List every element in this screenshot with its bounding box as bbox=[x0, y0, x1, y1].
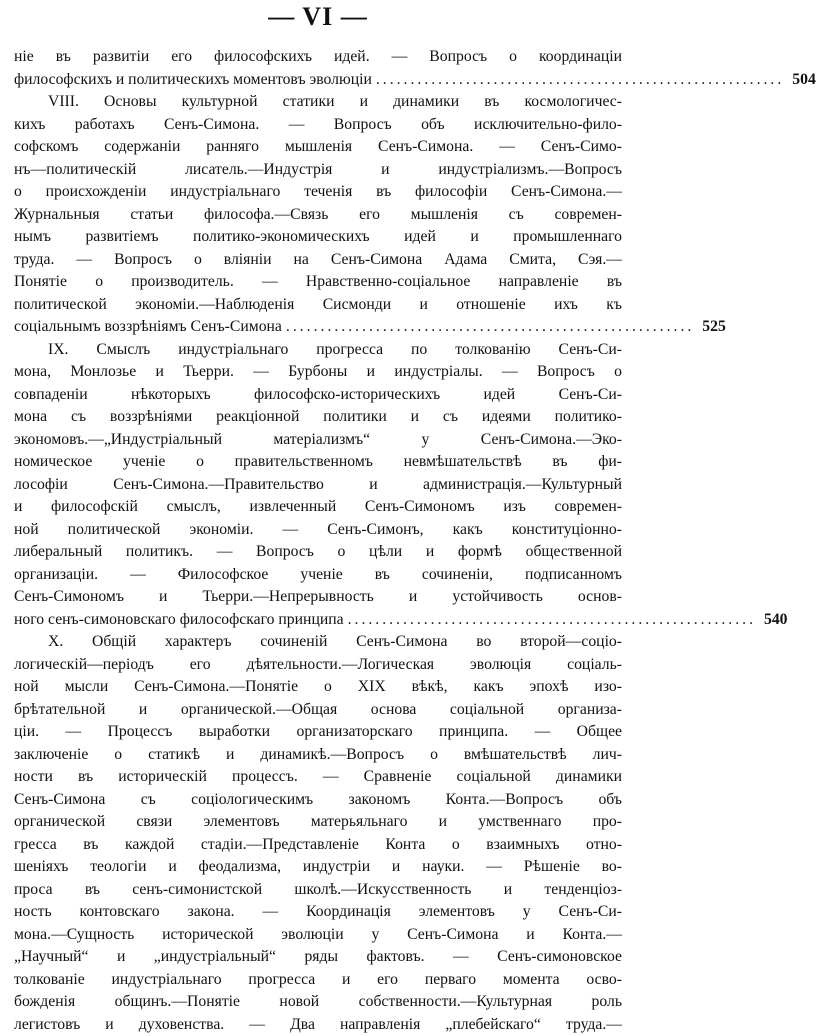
text-line: лософіи Сенъ-Симона.—Правительство и администрація.—Культурный bbox=[14, 474, 622, 497]
text-line: гресса въ каждой стадіи.—Представленіе Конта о взаимныхъ отно- bbox=[14, 834, 622, 857]
table-of-contents bbox=[14, 46, 622, 1036]
text-line: органической связи элементовъ матерьяльнаго и умственнаго про- bbox=[14, 811, 622, 834]
text-line: заключеніе о статикѣ и динамикѣ.—Вопросъ о вмѣшательствѣ лич- bbox=[14, 744, 622, 767]
text-line: шеніяхъ теологіи и феодализма, индустріи и науки. — Рѣшеніе во- bbox=[14, 856, 622, 879]
text-line: ціи. — Процессъ выработки организаторскаго принципа. — Общее bbox=[14, 721, 622, 744]
text-line: номическое ученіе о правительственномъ невмѣшательствѣ въ фи- bbox=[14, 451, 622, 474]
leader-dots: ........................................................... bbox=[376, 69, 784, 92]
text-line: „Научный“ и „индустріальный“ ряды фактовъ. — Сенъ-симоновское bbox=[14, 946, 622, 969]
page-reference: 525 bbox=[698, 316, 726, 339]
text-line: совпаденіи нѣкоторыхъ философско-историческихъ идей Сенъ-Си- bbox=[14, 384, 622, 407]
text-line: брѣтательной и органической.—Общая основа соціальной организа- bbox=[14, 699, 622, 722]
text-line: политической экономіи.—Наблюденія Сисмонди и отношеніе ихъ къ bbox=[14, 294, 622, 317]
text-line: Журнальныя статьи философа.—Связь его мышленія съ современ- bbox=[14, 204, 622, 227]
toc-entry-chapter-ix bbox=[14, 339, 622, 632]
text-line: соціальнымъ воззрѣніямъ Сенъ-Симона bbox=[14, 316, 282, 339]
text-line: философскихъ и политическихъ моментовъ эволюціи bbox=[14, 69, 372, 92]
text-line: труда. — Вопросъ о вліяніи на Сенъ-Симона Адама Смита, Сэя.— bbox=[14, 249, 622, 272]
text-line: мона съ воззрѣніями реакціонной политики и съ идеями политико- bbox=[14, 406, 622, 429]
toc-entry-continuation bbox=[14, 46, 622, 91]
leader-dots: ........................................................... bbox=[286, 316, 694, 339]
text-line: о происхожденіи индустріальнаго теченія въ философіи Сенъ-Симона.— bbox=[14, 181, 622, 204]
text-line: экономовъ.—„Индустріальный матеріализмъ“ у Сенъ-Симона.—Эко- bbox=[14, 429, 622, 452]
text-line: и философскій смыслъ, извлеченный Сенъ-Симономъ изъ современ- bbox=[14, 496, 622, 519]
text-line: либеральный политикъ. — Вопросъ о цѣли и формѣ общественной bbox=[14, 541, 622, 564]
text-line: ности въ историческій процессъ. — Сравненіе соціальной динамики bbox=[14, 766, 622, 789]
text-line: софскомъ содержаніи ранняго мышленія Сенъ-Симона. — Сенъ-Симо- bbox=[14, 136, 622, 159]
text-line: ного сенъ-симоновскаго философскаго принципа bbox=[14, 609, 344, 632]
text-line: организаціи. — Философское ученіе въ сочиненіи, подписанномъ bbox=[14, 564, 622, 587]
text-line: толкованіе индустріальнаго прогресса и его перваго момента осво- bbox=[14, 969, 622, 992]
text-line: ность контовскаго закона. — Координація элементовъ у Сенъ-Си- bbox=[14, 901, 622, 924]
text-line: кихъ работахъ Сенъ-Симона. — Вопросъ объ исключительно-фило- bbox=[14, 114, 622, 137]
text-line: нъ—политическій лисатель.—Индустрія и индустріализмъ.—Вопросъ bbox=[14, 159, 622, 182]
text-line-with-page bbox=[14, 609, 622, 632]
text-line: нымъ развитіемъ политико-экономическихъ идей и промышленнаго bbox=[14, 226, 622, 249]
toc-entry-chapter-viii bbox=[14, 91, 622, 339]
text-line: мона.—Сущность исторической эволюціи у Сенъ-Симона и Конта.— bbox=[14, 924, 622, 947]
text-line: Сенъ-Симона съ соціологическимъ закономъ Конта.—Вопросъ объ bbox=[14, 789, 622, 812]
text-line: ніе въ развитіи его философскихъ идей. — Вопросъ о координаціи bbox=[14, 46, 622, 69]
text-line: ной политической экономіи. — Сенъ-Симонъ, какъ конституціонно- bbox=[14, 519, 622, 542]
text-line: Сенъ-Симономъ и Тьерри.—Непрерывность и устойчивость основ- bbox=[14, 586, 622, 609]
text-line-with-page bbox=[14, 69, 622, 92]
chapter-heading-line: VIII. Основы культурной статики и динамики въ космологичес- bbox=[14, 91, 622, 114]
text-line-with-page bbox=[14, 316, 622, 339]
toc-entry-chapter-x bbox=[14, 631, 622, 1036]
text-line: мона, Монлозье и Тьерри. — Бурбоны и индустріалы. — Вопросъ о bbox=[14, 361, 622, 384]
page-reference: 504 bbox=[788, 69, 816, 92]
text-line: легистовъ и духовенства. — Два направленія „плебейскаго“ труда.— bbox=[14, 1014, 622, 1036]
text-line: божденія общинъ.—Понятіе новой собственности.—Культурная роль bbox=[14, 991, 622, 1014]
leader-dots: ........................................................... bbox=[348, 609, 756, 632]
text-line: Понятіе о производитель. — Нравственно-соціальное направленіе въ bbox=[14, 271, 622, 294]
text-line: ной мысли Сенъ-Симона.—Понятіе о XIX вѣкѣ, какъ эпохѣ изо- bbox=[14, 676, 622, 699]
chapter-heading-line: IX. Смыслъ индустріальнаго прогресса по толкованію Сенъ-Си- bbox=[14, 339, 622, 362]
text-line: проса въ сенъ-симонистской школѣ.—Искусственность и тенденціоз- bbox=[14, 879, 622, 902]
text-line: логическій—періодъ его дѣятельности.—Логическая эволюція соціаль- bbox=[14, 654, 622, 677]
page-reference: 540 bbox=[760, 609, 788, 632]
chapter-heading-line: X. Общій характеръ сочиненій Сенъ-Симона во второй—соціо- bbox=[14, 631, 622, 654]
page-number: — VI — bbox=[0, 2, 636, 32]
